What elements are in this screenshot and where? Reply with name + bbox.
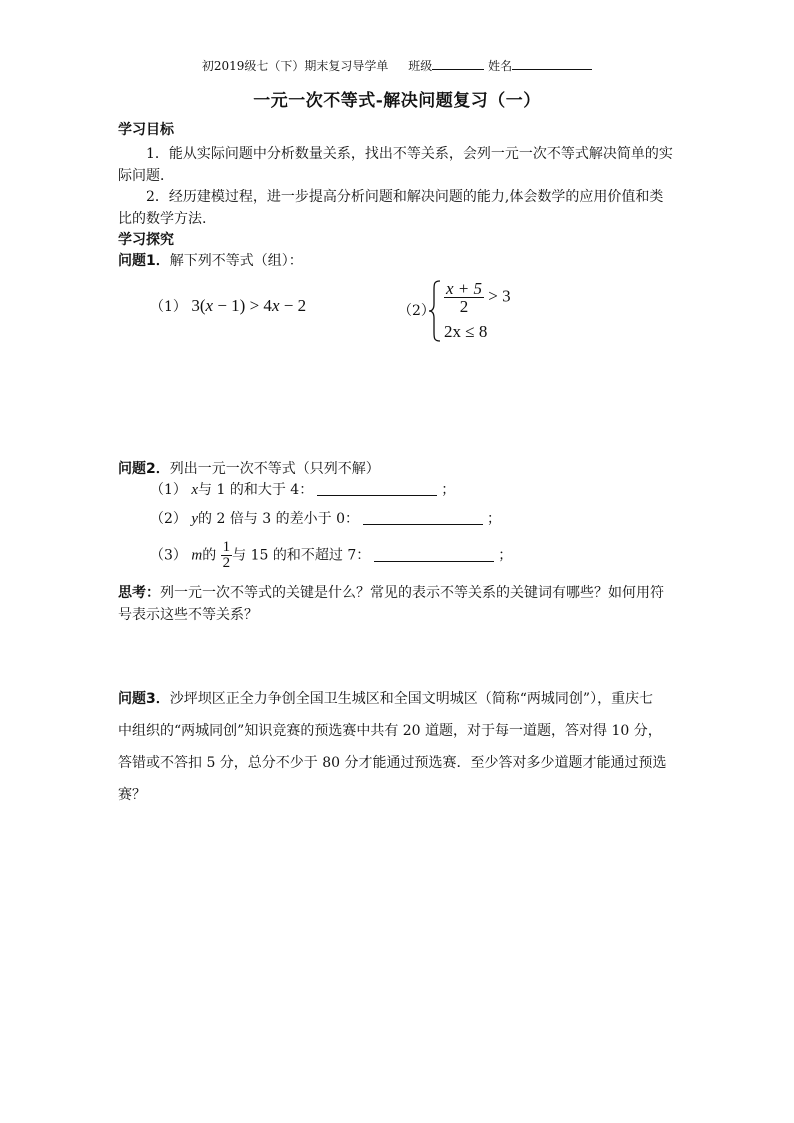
explore-heading: 学习探究	[118, 232, 174, 248]
greater-than-3: > 3	[488, 286, 511, 306]
answer-blank-3[interactable]	[374, 547, 494, 562]
objectives-heading: 学习目标	[118, 122, 174, 138]
fraction-one-half	[221, 540, 233, 571]
item-text: 与 1 的和大于 4：	[198, 482, 314, 498]
objective-2-line1: 2．经历建模过程，进一步提高分析问题和解决问题的能力,体会数学的应用价值和类	[146, 189, 664, 205]
expr-part: − 1) > 4	[213, 296, 272, 315]
objective-2-line2: 比的数学方法.	[118, 211, 207, 227]
think-label: 思考：	[118, 585, 160, 601]
answer-blank-1[interactable]	[317, 481, 437, 496]
fraction-numerator: 1	[222, 539, 231, 555]
part-2-number: （2）	[398, 303, 435, 319]
problem-2-prompt	[118, 458, 380, 480]
variable-m: m	[191, 547, 203, 564]
problem-3-text: 沙坪坝区正全力争创全国卫生城区和全国文明城区（简称“两城同创”），重庆七	[169, 691, 654, 707]
problem-1-part-1	[150, 296, 306, 316]
variable-y: y	[191, 511, 199, 527]
fraction	[444, 280, 484, 315]
system-line-2: 2x ≤ 8	[444, 322, 488, 341]
system-line-1	[444, 280, 511, 315]
objective-1-line2: 际问题．	[118, 168, 174, 184]
problem-2-text: 列出一元一次不等式（只列不解）	[169, 461, 380, 477]
page-title: 一元一次不等式-解决问题复习（一）	[253, 91, 541, 111]
item-number: （2）	[150, 511, 187, 527]
item-text: 的 2 倍与 3 的差小于 0：	[198, 511, 360, 527]
variable-x: x	[191, 482, 199, 498]
objective-2	[118, 186, 678, 230]
end-mark: ；	[498, 547, 513, 564]
header-prefix: 初2019级七（下）期末复习导学单	[201, 59, 389, 73]
worksheet-header	[0, 57, 794, 74]
item-text: 与 15 的和不超过 7：	[232, 547, 371, 564]
variable-x: x	[271, 296, 280, 315]
item-number: （1）	[150, 482, 187, 498]
problem-1-prompt	[118, 250, 303, 272]
think-line-2: 号表示这些不等关系？	[118, 607, 258, 623]
fraction-denominator: 2	[459, 297, 469, 316]
objective-1-line1: 1．能从实际问题中分析数量关系，找出不等关系，会列一元一次不等式解决简单的实	[146, 146, 673, 162]
objective-1	[118, 143, 678, 187]
problem-2-item-1	[150, 479, 455, 501]
class-label: 班级	[408, 59, 433, 73]
problem-3-block	[118, 683, 678, 811]
end-mark: ；	[441, 482, 456, 498]
left-brace-icon	[428, 280, 442, 342]
think-block	[118, 582, 678, 626]
expr-part: − 2	[279, 296, 307, 315]
problem-2-item-2	[150, 508, 501, 530]
item-text: 的	[202, 547, 217, 564]
problem-3-line-1	[118, 683, 678, 715]
fraction-denominator: 2	[222, 555, 231, 571]
variable-x: x	[205, 296, 214, 315]
problem-3-line-2: 中组织的“两城同创”知识竞赛的预选赛中共有 20 道题，对于每一道题，答对得 10 分，	[118, 723, 662, 739]
problem-3-label: 问题3．	[118, 691, 170, 707]
item-number: （3）	[150, 547, 187, 564]
inequality-1	[191, 296, 306, 315]
end-mark: ；	[487, 511, 502, 527]
expr-part: 3(	[191, 296, 206, 315]
problem-2-label: 问题2．	[118, 461, 170, 477]
problem-3-line-4: 赛？	[118, 787, 146, 803]
think-line-1	[118, 582, 678, 604]
problem-1-text: 解下列不等式（组）：	[169, 253, 303, 269]
name-label: 姓名	[488, 59, 513, 73]
problem-1-label: 问题1．	[118, 253, 170, 269]
class-blank	[432, 58, 484, 70]
problem-2-item-3	[150, 540, 512, 571]
think-text: 列一元一次不等式的关键是什么？常见的表示不等关系的关键词有哪些？如何用符	[160, 585, 664, 601]
part-1-number: （1）	[150, 299, 187, 315]
answer-blank-2[interactable]	[363, 510, 483, 525]
fraction-numerator: x + 5	[446, 279, 483, 298]
problem-3-line-3: 答错或不答扣 5 分，总分不少于 80 分才能通过预选赛．至少答对多少道题才能通过预选	[118, 755, 667, 771]
name-blank	[512, 58, 592, 70]
